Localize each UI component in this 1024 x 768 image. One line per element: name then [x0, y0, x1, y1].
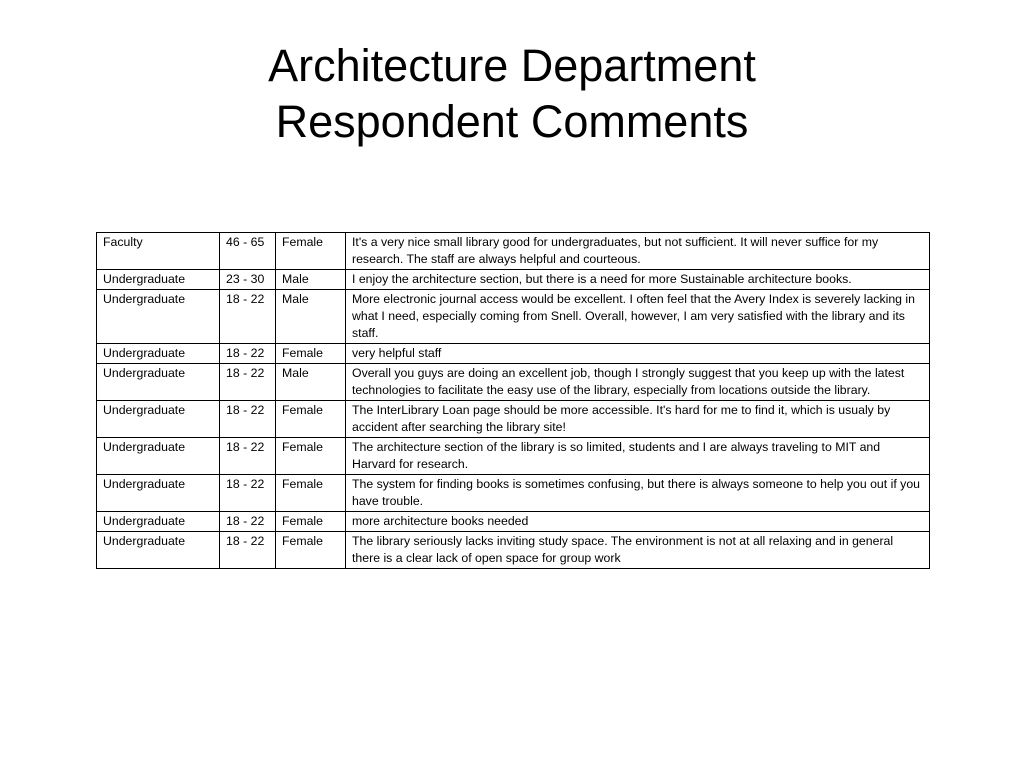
slide-title	[0, 38, 1024, 150]
slide-title-line-2: Respondent Comments	[275, 96, 749, 147]
gender-cell: Male	[276, 290, 346, 344]
comment-cell: The library seriously lacks inviting study space. The environment is not at all relaxing and in general there is a clear lack of open space for group work	[346, 532, 930, 569]
comment-cell: More electronic journal access would be excellent. I often feel that the Avery Index is severely lacking in what I need, especially coming from Snell. Overall, however, I am very satisfied with the library and its staff.	[346, 290, 930, 344]
gender-cell: Female	[276, 475, 346, 512]
respondent-status-cell: Undergraduate	[97, 364, 220, 401]
table-row	[97, 290, 930, 344]
respondent-status-cell: Undergraduate	[97, 401, 220, 438]
age-range-cell: 18 - 22	[220, 475, 276, 512]
gender-cell: Male	[276, 270, 346, 290]
comment-cell: more architecture books needed	[346, 512, 930, 532]
comment-cell: I enjoy the architecture section, but there is a need for more Sustainable architecture books.	[346, 270, 930, 290]
respondent-status-cell: Undergraduate	[97, 512, 220, 532]
respondent-status-cell: Undergraduate	[97, 290, 220, 344]
comment-cell: very helpful staff	[346, 344, 930, 364]
comment-cell: The system for finding books is sometimes confusing, but there is always someone to help you out if you have trouble.	[346, 475, 930, 512]
age-range-cell: 18 - 22	[220, 401, 276, 438]
respondent-status-cell: Undergraduate	[97, 475, 220, 512]
comment-cell: The architecture section of the library is so limited, students and I are always traveling to MIT and Harvard for research.	[346, 438, 930, 475]
slide-title-line-1: Architecture Department	[268, 40, 756, 91]
comments-table	[96, 232, 930, 569]
age-range-cell: 18 - 22	[220, 532, 276, 569]
age-range-cell: 18 - 22	[220, 290, 276, 344]
age-range-cell: 18 - 22	[220, 364, 276, 401]
age-range-cell: 23 - 30	[220, 270, 276, 290]
gender-cell: Male	[276, 364, 346, 401]
table-row	[97, 401, 930, 438]
table-row	[97, 532, 930, 569]
gender-cell: Female	[276, 401, 346, 438]
age-range-cell: 18 - 22	[220, 512, 276, 532]
table-row	[97, 512, 930, 532]
age-range-cell: 18 - 22	[220, 438, 276, 475]
comment-cell: The InterLibrary Loan page should be more accessible. It's hard for me to find it, which is usualy by accident after searching the library site!	[346, 401, 930, 438]
age-range-cell: 46 - 65	[220, 233, 276, 270]
gender-cell: Female	[276, 344, 346, 364]
gender-cell: Female	[276, 438, 346, 475]
age-range-cell: 18 - 22	[220, 344, 276, 364]
respondent-status-cell: Undergraduate	[97, 344, 220, 364]
table-row	[97, 364, 930, 401]
table-row	[97, 233, 930, 270]
respondent-status-cell: Undergraduate	[97, 270, 220, 290]
gender-cell: Female	[276, 233, 346, 270]
comment-cell: It's a very nice small library good for undergraduates, but not sufficient. It will never suffice for my research. The staff are always helpful and courteous.	[346, 233, 930, 270]
table-row	[97, 438, 930, 475]
gender-cell: Female	[276, 532, 346, 569]
respondent-status-cell: Undergraduate	[97, 438, 220, 475]
comment-cell: Overall you guys are doing an excellent job, though I strongly suggest that you keep up with the latest technologies to facilitate the easy use of the library, especially from locations outside the library.	[346, 364, 930, 401]
respondent-status-cell: Faculty	[97, 233, 220, 270]
table-row	[97, 270, 930, 290]
table-row	[97, 475, 930, 512]
table-row	[97, 344, 930, 364]
respondent-status-cell: Undergraduate	[97, 532, 220, 569]
gender-cell: Female	[276, 512, 346, 532]
